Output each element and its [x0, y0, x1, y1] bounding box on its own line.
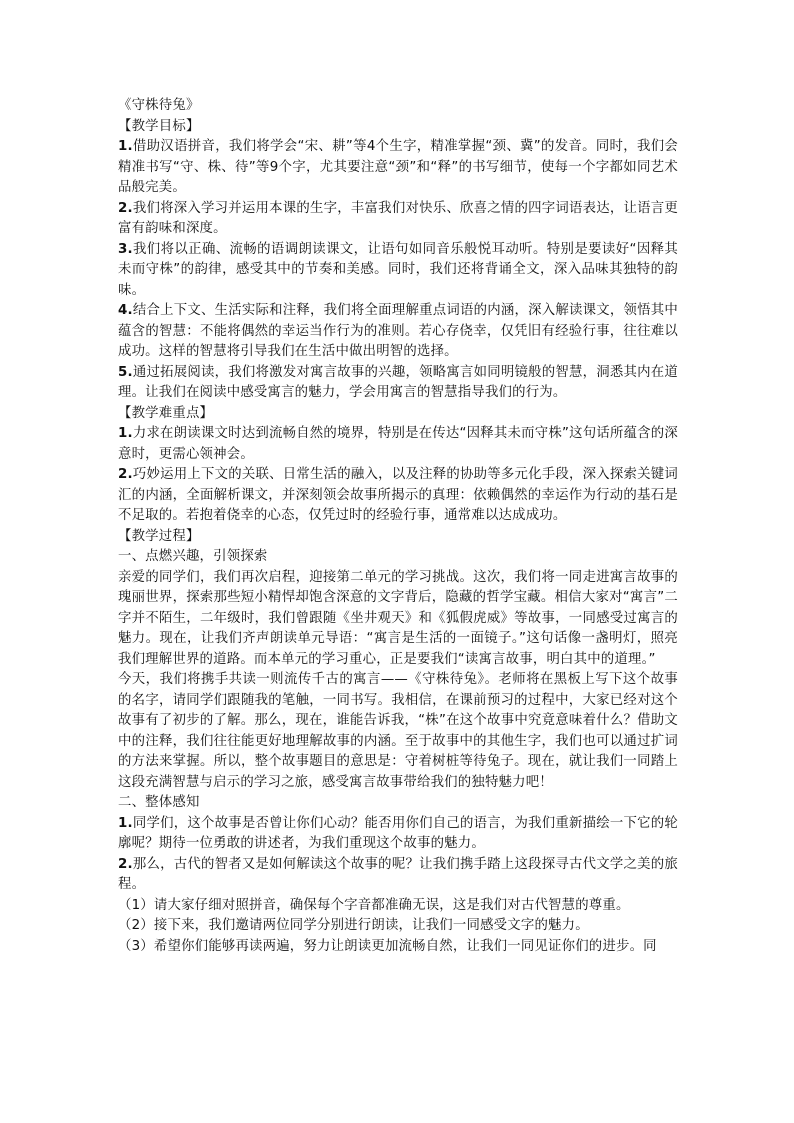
goal-number: 1. [118, 139, 133, 154]
process-heading: 【教学过程】 [118, 528, 200, 544]
goal-number: 5. [118, 364, 133, 380]
part2-sub-text: 希望你们能够再读两遍，努力让朗读更加流畅自然，让我们一同见证你们的进步。同 [153, 938, 657, 954]
part2-text: 同学们，这个故事是否曾让你们心动？能否用你们自己的语言，为我们重新描绘一下它的轮廓呢？期待一位勇敢的讲述者，为我们重现这个故事的魅力。 [118, 815, 678, 851]
goal-text: 我们将深入学习并运用本课的生字，丰富我们对快乐、欣喜之情的四字词语表达，让语言更富有韵味和深度。 [118, 200, 678, 236]
goal-text: 通过拓展阅读，我们将激发对寓言故事的兴趣，领略寓言如同明镜般的智慧，洞悉其内在道理。让我们在阅读中感受寓言的魅力，学会用寓言的智慧指导我们的行为。 [118, 364, 678, 400]
difficulty-text: 力求在朗读课文时达到流畅自然的境界，特别是在传达“因释其未而守株”这句话所蕴含的深意时，更需心领神会。 [118, 426, 678, 462]
part1-heading: 一、点燃兴趣，引领探索 [118, 549, 268, 564]
document-page [118, 96, 678, 957]
difficulty-number: 1. [118, 426, 133, 441]
lesson-title: 《守株待兔》 [118, 98, 200, 113]
goal-item [118, 199, 678, 240]
goal-number: 4. [118, 303, 133, 318]
goal-text: 我们将以正确、流畅的语调朗读课文，让语句如同音乐般悦耳动听。特别是要读好“因释其未而守株”的韵律，感受其中的节奏和美感。同时，我们还将背诵全文，深入品味其独特的韵味。 [118, 241, 678, 298]
difficulty-text: 巧妙运用上下文的关联、日常生活的融入，以及注释的协助等多元化手段，深入探索关键词汇的内涵，全面解析课文，并深刻领会故事所揭示的真理：依赖偶然的幸运作为行动的基石是不足取的。若抱着侥幸的心态，仅凭过时的经验行事，通常难以达成成功。 [118, 467, 678, 523]
difficulty-item [118, 424, 678, 465]
goal-item [118, 137, 678, 199]
part2-subitem [118, 937, 678, 958]
difficulty-item [118, 465, 678, 527]
part2-subitem [118, 916, 678, 937]
part2-sub-number: （1） [118, 897, 154, 913]
part2-heading: 二、整体感知 [118, 795, 200, 810]
part2-sub-number: （3） [118, 938, 154, 954]
difficulties-heading: 【教学难重点】 [118, 405, 214, 421]
goal-number: 2. [118, 200, 133, 216]
part2-sub-text: 请大家仔细对照拼音，确保每个字音都准确无误，这是我们对古代智慧的尊重。 [153, 897, 630, 913]
part2-number: 1. [118, 815, 133, 831]
part2-item [118, 855, 678, 896]
part2-sub-text: 接下来，我们邀请两位同学分别进行朗读，让我们一同感受文字的魅力。 [153, 918, 589, 933]
part2-number: 2. [118, 856, 133, 872]
goal-number: 3. [118, 241, 133, 257]
goal-item [118, 301, 678, 363]
part1-paragraph: 今天，我们将携手共读一则流传千古的寓言——《守株待兔》。老师将在黑板上写下这个故事的名字，请同学们跟随我的笔触，一同书写。我相信，在课前预习的过程中，大家已经对这个故事有了初步的了解。那么，现在，谁能告诉我，“株”在这个故事中究竟意味着什么？借助文中的注释，我们往往能更好地理解故事的内涵。至于故事中的其他生字，我们也可以通过扩词的方法来掌握。所以，整个故事题目的意思是：守着树桩等待兔子。现在，就让我们一同踏上这段充满智慧与启示的学习之旅，感受寓言故事带给我们的独特魅力吧！ [118, 672, 678, 790]
part2-subitem [118, 896, 678, 917]
goal-item [118, 363, 678, 404]
part2-item [118, 814, 678, 855]
goals-heading: 【教学目标】 [118, 118, 200, 134]
goal-text: 借助汉语拼音，我们将学会“宋、耕”等4个生字，精准掌握“颈、冀”的发音。同时，我们会精准书写“守、株、待”等9个字，尤其要注意“颈”和“释”的书写细节，使每一个字都如同艺术品般完美。 [118, 139, 678, 195]
goal-text: 结合上下文、生活实际和注释，我们将全面理解重点词语的内涵，深入解读课文，领悟其中蕴含的智慧：不能将偶然的幸运当作行为的准则。若心存侥幸，仅凭旧有经验行事，往往难以成功。这样的智慧将引导我们在生活中做出明智的选择。 [118, 303, 678, 359]
part1-paragraph: 亲爱的同学们，我们再次启程，迎接第二单元的学习挑战。这次，我们将一同走进寓言故事的瑰丽世界，探索那些短小精悍却饱含深意的文字背后，隐藏的哲学宝藏。相信大家对“寓言”二字并不陌生，二年级时，我们曾跟随《坐井观天》和《狐假虎威》等故事，一同感受过寓言的魅力。现在，让我们齐声朗读单元导语：“寓言是生活的一面镜子。”这句话像一盏明灯，照亮我们理解世界的道路。而本单元的学习重心，正是要我们“读寓言故事，明白其中的道理。” [118, 569, 678, 667]
goal-item [118, 240, 678, 302]
difficulty-number: 2. [118, 467, 133, 482]
part2-sub-number: （2） [118, 918, 154, 933]
part2-text: 那么，古代的智者又是如何解读这个故事的呢？让我们携手踏上这段探寻古代文学之美的旅程。 [118, 856, 678, 892]
